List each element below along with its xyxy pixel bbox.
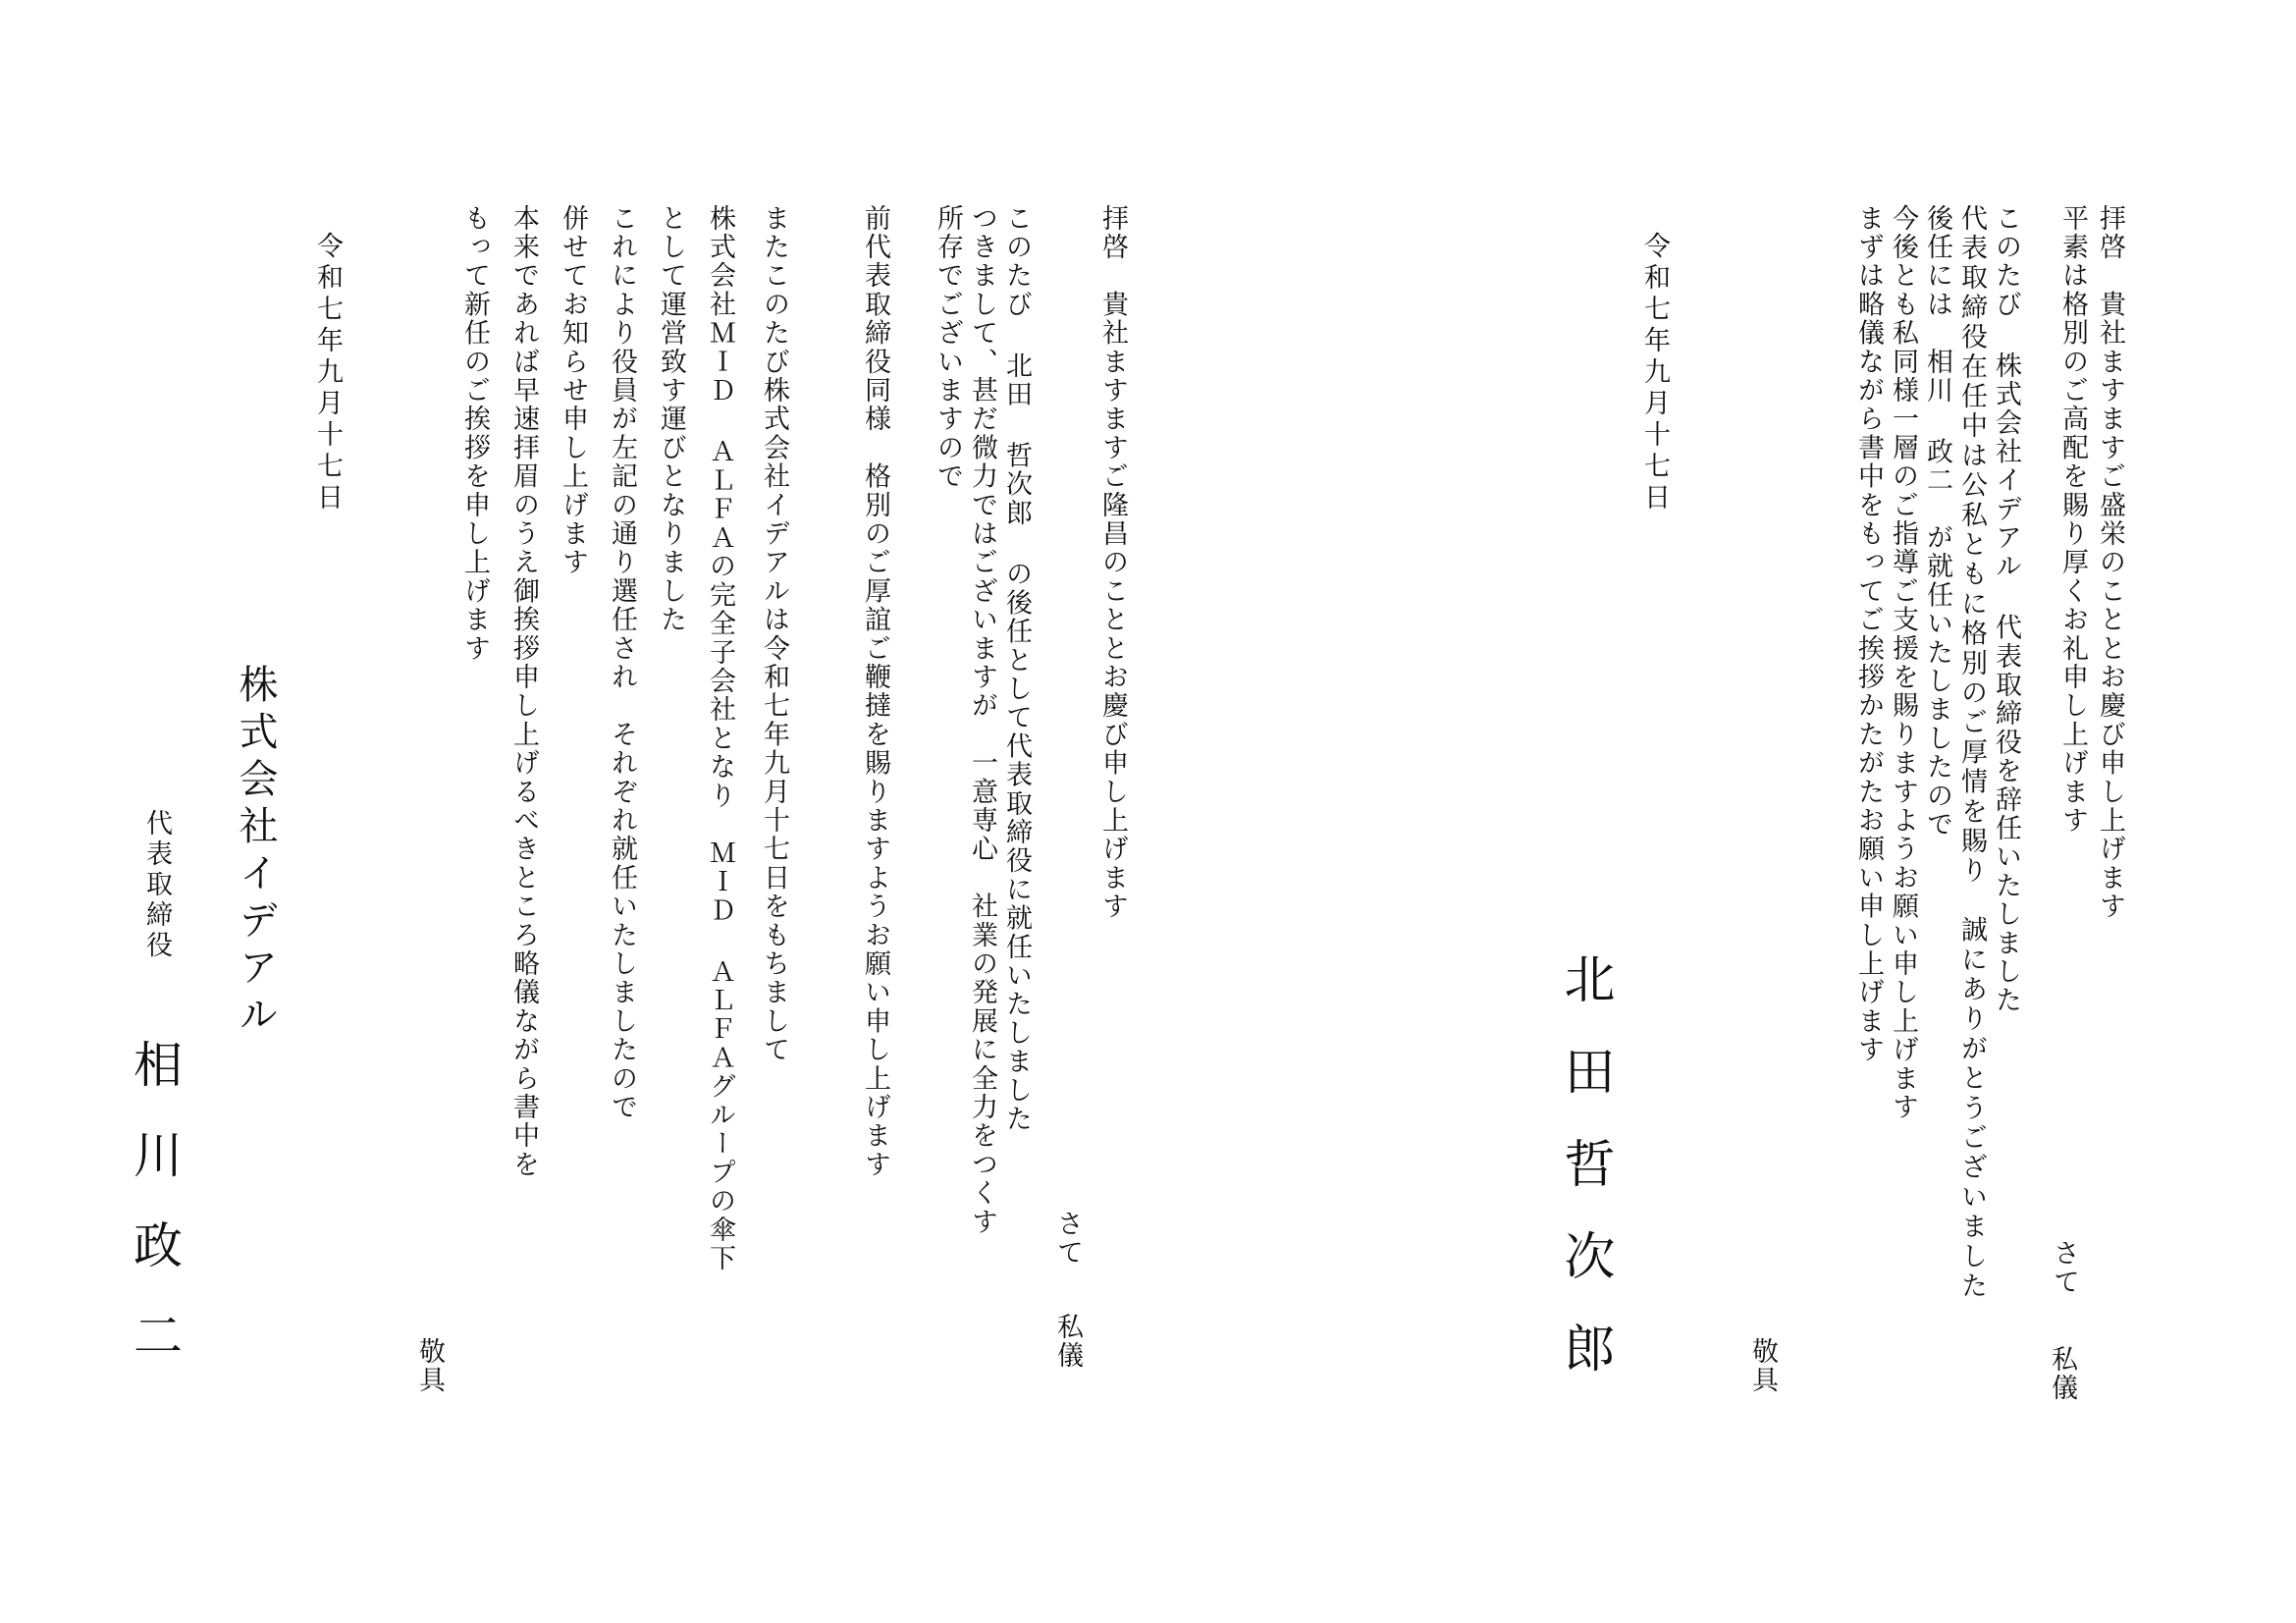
left-line-9: これにより役員が左記の通り選任され それぞれ就任いたしましたので: [607, 204, 637, 1122]
left-line-10: 併せてお知らせ申し上げます: [558, 204, 588, 577]
right-line-3: このたび 株式会社イデアル 代表取締役を辞任いたしました: [1991, 204, 2021, 1015]
right-line-4: 代表取締役在任中は公私ともに格別のご厚情を賜り 誠にありがとうございました: [1956, 204, 1987, 1302]
left-sender-name: 相川政二: [126, 1039, 183, 1400]
left-line-12: もって新任のご挨拶を申し上げます: [459, 204, 490, 664]
left-line-7: 株式会社ＭＩＤ ＡＬＦＡの完全子会社となり ＭＩＤ ＡＬＦＡグループの傘下: [705, 204, 735, 1273]
left-line-4: 所存でございますので: [933, 204, 963, 491]
left-line-2: このたび 北田 哲次郎 の後任として代表取締役に就任いたしました: [1001, 204, 1032, 1134]
right-saite: さて: [2049, 1239, 2079, 1297]
left-line-11: 本来であれば早速拝眉のうえ御挨拶申し上げるべきところ略儀ながら書中を: [508, 204, 539, 1179]
left-saite: さて: [1052, 1210, 1083, 1268]
left-date: 令和七年九月十七日: [312, 232, 343, 514]
right-letter: [1148, 0, 2296, 1623]
right-sender-name: 北田哲次郎: [1555, 952, 1614, 1414]
left-line-5: 前代表取締役同様 格別のご厚誼ご鞭撻を賜りますようお願い申し上げます: [860, 204, 890, 1179]
left-title: 代表取締役: [141, 809, 172, 961]
right-watakushigi: 私儀: [2047, 1345, 2077, 1403]
right-date: 令和七年九月十七日: [1639, 232, 1670, 514]
right-line-7: まずは略儀ながら書中をもってご挨拶かたがたお願い申し上げます: [1853, 204, 1884, 1064]
right-line-6: 今後とも私同様一層のご指導ご支援を賜りますようお願い申し上げます: [1888, 204, 1918, 1122]
left-watakushigi: 私儀: [1052, 1313, 1083, 1371]
left-keigu: 敬具: [414, 1337, 445, 1395]
left-line-3: つきまして、甚だ微力ではございますが 一意専心 社業の発展に全力をつくす: [967, 204, 997, 1237]
right-greeting: 拝啓 貴社ますますご盛栄のこととお慶び申し上げます: [2095, 204, 2125, 921]
left-line-6: またこのたび株式会社イデアルは令和七年九月十七日をもちまして: [759, 204, 789, 1064]
left-greeting: 拝啓 貴社ますますご隆昌のこととお慶び申し上げます: [1097, 204, 1128, 921]
left-line-8: として運営致す運びとなりました: [656, 204, 686, 634]
right-line-2: 平素は格別のご高配を賜り厚くお礼申し上げます: [2057, 204, 2088, 836]
left-company: 株式会社イデアル: [233, 664, 278, 1041]
right-line-5: 後任には 相川 政二 が就任いたしましたので: [1922, 204, 1952, 839]
right-keigu: 敬具: [1747, 1337, 1778, 1395]
